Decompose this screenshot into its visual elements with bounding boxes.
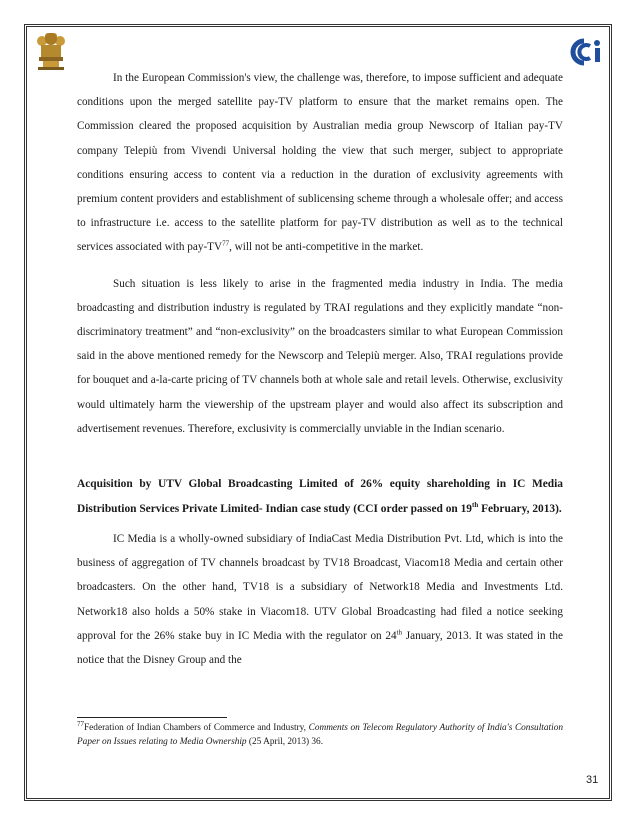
page-number: 31 (586, 774, 599, 786)
paragraph: In the European Commission's view, the challenge was, therefore, to impose sufficient and adequate conditions upon the merged satellite pay-TV platform to ensure that the market remains open. The Commission cleared the proposed acquisition by Australian media group Newscorp of Italian pay-TV company Telepiù from Vivendi Universal holding the view that such merger, subject to appropriate conditions ensuring access to content via a reduction in the duration of exclusivity agreements with premium content providers and establishment of sublicensing scheme through a wholesale offer; and access to infrastructure i.e. access to the satellite platform for pay-TV distribution as well as to the technical services associated with pay-TV$^{77}$, will not be anti-competitive in the market. (77, 72, 563, 254)
footnote-divider (77, 717, 227, 718)
body-text (77, 66, 563, 672)
paragraph: IC Media is a wholly-owned subsidiary of IndiaCast Media Distribution Pvt. Ltd, which is into the business of aggregation of TV channels broadcast by TV18 Broadcast, Viacom18 Media and certain other broadcasters. On the other hand, TV18 is a subsidiary of Network18 Media and Investments Ltd. Network18 also holds a 50% stake in Viacom18. UTV Global Broadcasting had filed a notice seeking approval for the 26% stake buy in IC Media with the regulator on 24th January, 2013. It was stated in the notice that the Disney Group and the (77, 533, 563, 667)
national-emblem-icon (34, 31, 68, 71)
paragraph: Such situation is less likely to arise in the fragmented media industry in India. The media broadcasting and distribution industry is regulated by TRAI regulations and they explicitly mandate “non-discriminatory treatment” and “non-exclusivity” on the broadcasters similar to what European Commission said in the above mentioned remedy for the Newscorp and Telepiù merger. Also, TRAI regulations provide for bouquet and a-la-carte pricing of TV channels both at whole sale and retail levels. Otherwise, exclusivity would ultimately harm the viewership of the upstream player and would also affect its subscription and advertisement revenues. Therefore, exclusivity is commercially unviable in the Indian scenario. (77, 277, 563, 435)
cci-logo-icon (566, 37, 604, 67)
footnote-ref: 77 (222, 239, 230, 248)
section-heading: Acquisition by UTV Global Broadcasting Limited of 26% equity shareholding in IC Media Distribution Services Private Limited- Indian case study (CCI order passed on 19th February, 2013). (77, 478, 563, 515)
footnote: $^{77}$Federation of Indian Chambers of Commerce and Industry, Comments on Telecom Regulatory Authority of India's Consultation Paper on Issues relating to Media Ownership (25 April, 2013) 36. (77, 719, 563, 747)
